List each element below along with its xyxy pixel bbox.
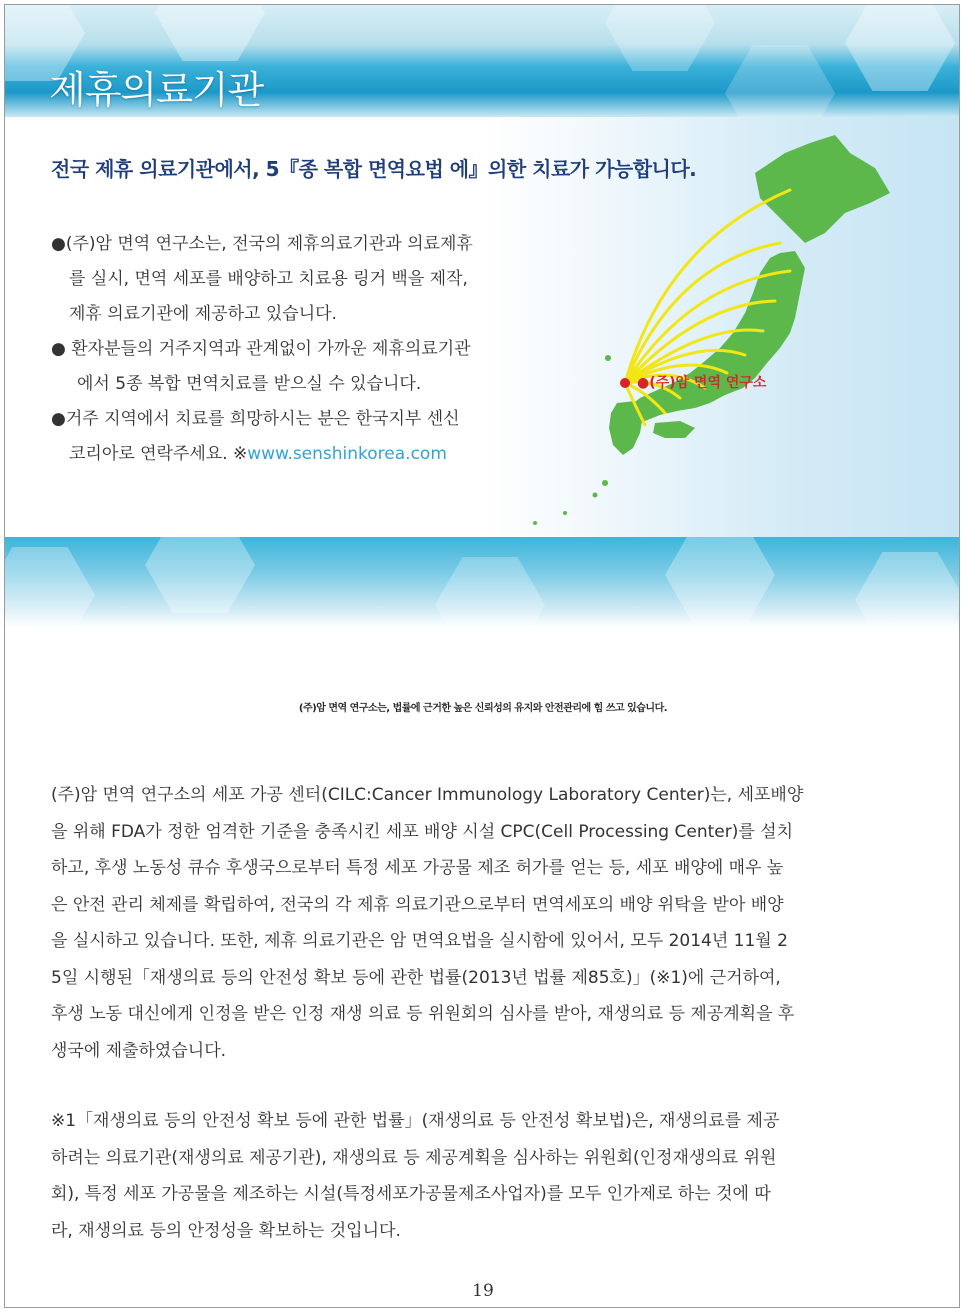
map-island [563,511,567,515]
paragraph-line: (주)암 면역 연구소의 세포 가공 센터(CILC:Cancer Immunology Laboratory Center)는, 세포배양 [51,785,804,805]
paragraph-line: 후생 노동 대신에게 인정을 받은 인정 재생 의료 등 위원회의 심사를 받아, 재생의료 등 제공계획을 후 [51,1004,795,1024]
footnote-line: ※1「재생의료 등의 안전성 확보 등에 관한 법률」(재생의료 등 안전성 확보법)은, 재생의료를 제공 [51,1111,780,1131]
contact-text: 코리아로 연락주세요. ※ [69,444,248,464]
map-island [533,521,537,525]
map-island [602,480,608,486]
paragraph-line: 은 안전 관리 체제를 확립하여, 전국의 각 제휴 의료기관으로부터 면역세포의 배양 위탁을 받아 배양 [51,894,784,915]
footnote [51,1103,871,1249]
paragraph-line: 하고, 후생 노동성 큐슈 후생국으로부터 특정 세포 가공물 제조 허가를 얻는 등, 세포 배양에 매우 높 [51,858,784,878]
list-item: ● 환자분들의 거주지역과 관계없이 가까운 제휴의료기관 [51,339,471,359]
list-item [51,437,571,472]
hexagon-decoration [145,537,255,613]
map-location-label: ●(주)암 면역 연구소 [637,375,767,391]
hexagon-decoration [5,547,95,627]
footnote-line: 하려는 의료기관(재생의료 제공기관), 재생의료 등 제공계획을 심사하는 위원회(인정재생의료 위원 [51,1147,777,1168]
header-banner [5,5,960,117]
body-paragraph [51,777,871,1069]
map-hokkaido [755,135,890,243]
map-island [605,355,611,361]
map-shikoku [653,421,695,438]
hexagon-decoration [855,552,960,627]
bullet-list [51,227,571,472]
paragraph-line: 생국에 제출하였습니다. [51,1040,227,1061]
footnote-line: 회), 특정 세포 가공물을 제조하는 시설(특정세포가공물제조사업자)를 모두 인가제로 하는 것에 따 [51,1184,771,1204]
footnote-line: 라, 재생의료 등의 안정성을 확보하는 것입니다. [51,1220,401,1241]
paragraph-line: 을 위해 FDA가 정한 엄격한 기준을 충족시킨 세포 배양 시설 CPC(Cell Processing Center)를 설치 [51,821,794,842]
list-item: ●거주 지역에서 치료를 희망하시는 분은 한국지부 센신 [51,409,460,429]
page [4,4,960,1308]
origin-marker [620,378,630,388]
page-title: 제휴의료기관 [49,68,264,112]
hexagon-decoration [665,537,775,623]
paragraph-line: 을 실시하고 있습니다. 또한, 제휴 의료기관은 암 면역요법을 실시함에 있어서, 모두 2014년 11월 2 [51,931,788,951]
hexagon-decoration [845,5,955,91]
list-item: 제휴 의료기관에 제공하고 있습니다. [69,304,337,324]
japan-map-icon [505,133,905,533]
hexagon-decoration [605,5,715,71]
section-subhead: 전국 제휴 의료기관에서, 5『종 복합 면역요법 에』의한 치료가 가능합니다. [51,157,697,181]
hexagon-decoration [725,45,835,117]
paragraph-line: 5일 시행된「재생의료 등의 안전성 확보 등에 관한 법률(2013년 법률 제85호)」(※1)에 근거하여, [51,967,781,988]
website-link[interactable]: www.senshinkorea.com [247,444,447,464]
list-item: 에서 5종 복합 면역치료를 받으실 수 있습니다. [77,374,422,394]
list-item: ●(주)암 면역 연구소는, 전국의 제휴의료기관과 의료제휴 [51,234,473,254]
page-number: 19 [472,1281,494,1301]
list-item: 를 실시, 면역 세포를 배양하고 치료용 링거 백을 제작, [69,269,468,289]
hexagon-decoration [155,5,265,61]
hexagon-decoration [435,557,545,627]
section-heading: (주)암 면역 연구소는, 법률에 근거한 높은 신뢰성의 유지와 안전관리에 힘 쓰고 있습니다. [298,703,668,714]
decorative-band [5,537,960,627]
map-island [593,493,598,498]
